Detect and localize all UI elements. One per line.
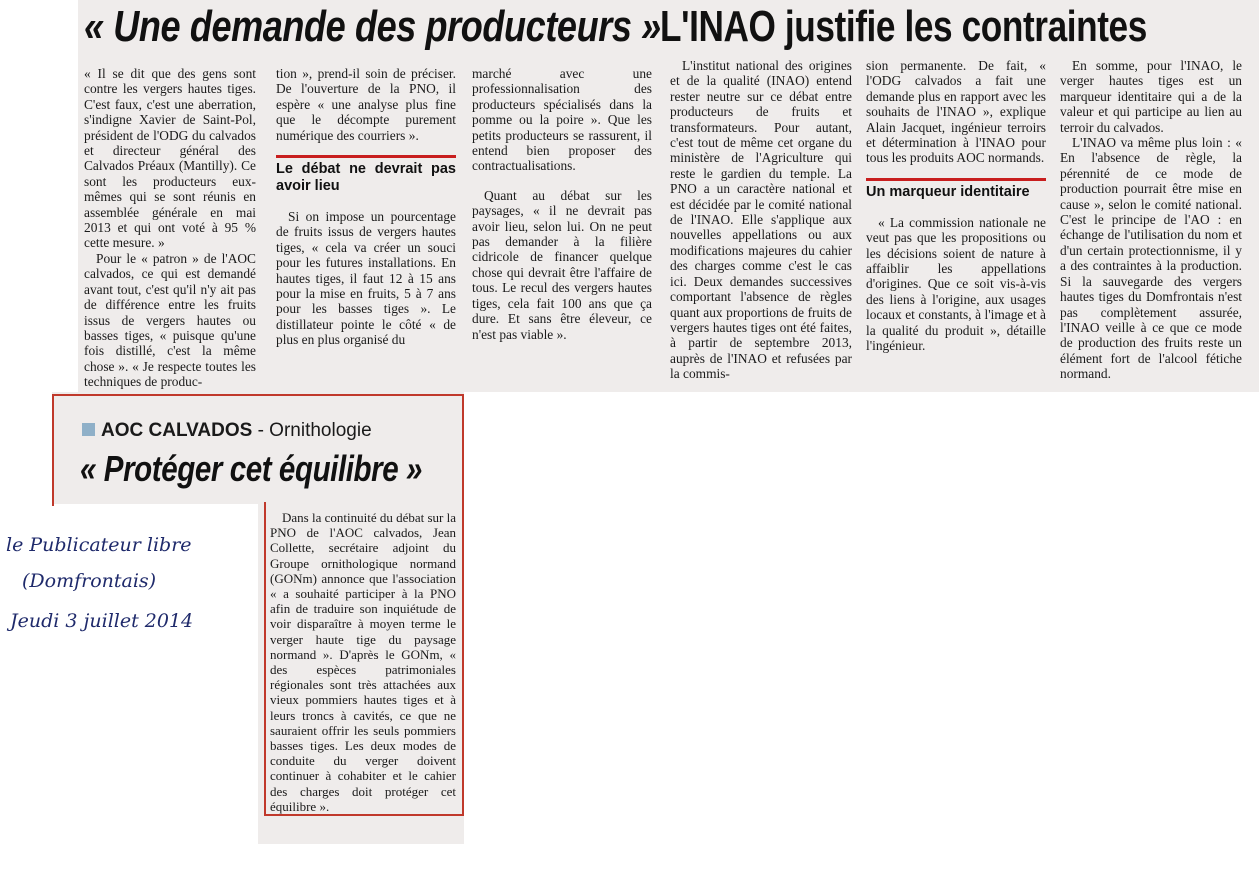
kicker-bold-label: AOC CALVADOS <box>101 420 253 441</box>
inao-article-column-2 <box>866 58 1046 354</box>
box-article-kicker <box>82 420 372 442</box>
handwritten-publication: le Publicateur libre <box>6 534 192 556</box>
main-article-paragraph: Si on impose un pourcentage de fruits issus de vergers hautes tiges, « cela va créer un souci pour les futures installations. En hautes tiges, il faut 12 à 15 ans pour la mise en fruits, 5 à 7 ans pour les basses tiges ». Le distillateur pointe le côté « de plus en plus organisé du <box>276 209 456 348</box>
kicker-square-icon <box>82 423 95 436</box>
main-article-column-1 <box>84 66 256 390</box>
box-article-paragraph: Dans la continuité du débat sur la PNO de l'AOC calvados, Jean Collette, secrétaire adjoint du Groupe ornithologique normand (GONm) annonce que l'association « a souhaité participer à la PNO afin de traduire son inquiétude de voir disparaître à moyen terme le verger haute tige du paysage normand ». D'après le GONm, « des espèces patrimoniales régionales sont très attachées aux vieux pommiers hautes tiges et à leurs troncs à cavités, ce que ne sauraient offrir les seuls pommiers basses tiges. Les deux modes de conduite du verger doivent continuer à cohabiter et le cahier des charges doit protéger cet équilibre ». <box>270 510 457 814</box>
box-article-body <box>270 510 456 814</box>
main-article-column-2 <box>276 66 456 348</box>
main-article-paragraph: « Il se dit que des gens sont contre les vergers hautes tiges. C'est faux, c'est une aberration, s'indigne Xavier de Saint-Pol, président de l'ODG du calvados et directeur général des Calvados Préaux (Mantilly). Ce sont les producteurs eux-mêmes qui se sont réunis en assemblée générale en mai 2013 et qui ont voté à 95 % cette mesure. » <box>84 66 256 251</box>
kicker-rest-label: - Ornithologie <box>252 420 372 441</box>
main-article-paragraph: marché avec une professionnalisation des producteurs spécialisés dans la pomme ou la poire ». Que les petits producteurs se rassurent, il entend bien proposer des contractualisations. <box>472 66 652 174</box>
inao-article-column-1 <box>670 58 852 382</box>
handwritten-region: (Domfrontais) <box>22 570 157 592</box>
inao-article-paragraph: En somme, pour l'INAO, le verger hautes tiges est un marqueur identitaire qui a de la valeur et qui participe au lien au terroir du calvados. <box>1060 58 1242 135</box>
inao-article-column-3 <box>1060 58 1242 382</box>
main-article-paragraph: tion », prend-il soin de préciser. De l'ouverture de la PNO, il espère « une analyse plus fine que le décompte purement numérique des courriers ». <box>276 66 456 143</box>
main-article-title: « Une demande des producteurs » <box>84 2 661 51</box>
handwritten-date: Jeudi 3 juillet 2014 <box>10 610 194 632</box>
main-article-column-3 <box>472 66 652 342</box>
inao-article-paragraph: « La commission nationale ne veut pas que les propositions ou les décisions soient de nature à affaiblir les appellations d'origines. Que ce soit vis-à-vis des liens à l'origine, aux usages locaux et constants, à l'image et à la qualité du produit », détaille l'ingénieur. <box>866 214 1046 354</box>
inao-article-subhead: Un marqueur identitaire <box>866 178 1046 201</box>
inao-article-title: L'INAO justifie les contraintes <box>660 2 1147 51</box>
inao-article-paragraph: L'institut national des origines et de la qualité (INAO) entend rester neutre sur ce débat entre producteurs de fruits et transformateurs. Pour autant, c'est tout de même cet organe du ministère de l'Agriculture qui reste le gardien du temple. La PNO a un caractère national et est décidée par le comité national de l'INAO. Elle s'applique aux nouvelles appellations ou aux modifications majeures du cahier des charges comme c'est le cas ici. Deux demandes successives comportant l'absence de règles quant aux proportions de fruits de vergers hautes tiges ont été faites, à partir de septembre 2013, auprès de l'INAO et refusées par la commis- <box>670 58 852 382</box>
main-article-paragraph: Pour le « patron » de l'AOC calvados, ce qui est demandé avant tout, c'est qu'il n'y ait pas de différence entre les fruits issus de vergers hautes ou basses tiges, « puisque qu'une fois distillé, c'est la même chose ». « Je respecte toutes les techniques de produc- <box>84 250 256 390</box>
inao-article-paragraph: sion permanente. De fait, « l'ODG calvados a fait une demande plus en rapport avec les souhaits de l'INAO », explique Alain Jacquet, ingénieur terroirs et détermination à l'INAO pour tous les produits AOC normands. <box>866 58 1046 166</box>
main-article-paragraph: Quant au débat sur les paysages, « il ne devrait pas avoir lieu, selon lui. On ne peut pas demander à la filière cidricole de financer quelque chose qui devrait être l'affaire de tous. Le recul des vergers hautes tiges, cela fait 100 ans que ça dure. Et sans être éleveur, ce n'est pas viable ». <box>472 187 652 342</box>
box-article-title: « Protéger cet équilibre » <box>80 448 423 489</box>
inao-article-paragraph: L'INAO va même plus loin : « En l'absence de règle, la pérennité de ce mode de production pourrait être mise en cause », selon le comité national. C'est le principe de l'AO : en échange de l'utilisation du nom et d'un certain protectionnisme, il y a des contraintes à la production. Si la sauvegarde des vergers hautes tiges du Domfrontais n'est pas complètement assurée, l'INAO veille à ce que ce mode de production des fruits reste un élément fort de l'alcool fétiche normand. <box>1060 135 1242 382</box>
main-article-subhead: Le débat ne devrait pas avoir lieu <box>276 155 456 195</box>
